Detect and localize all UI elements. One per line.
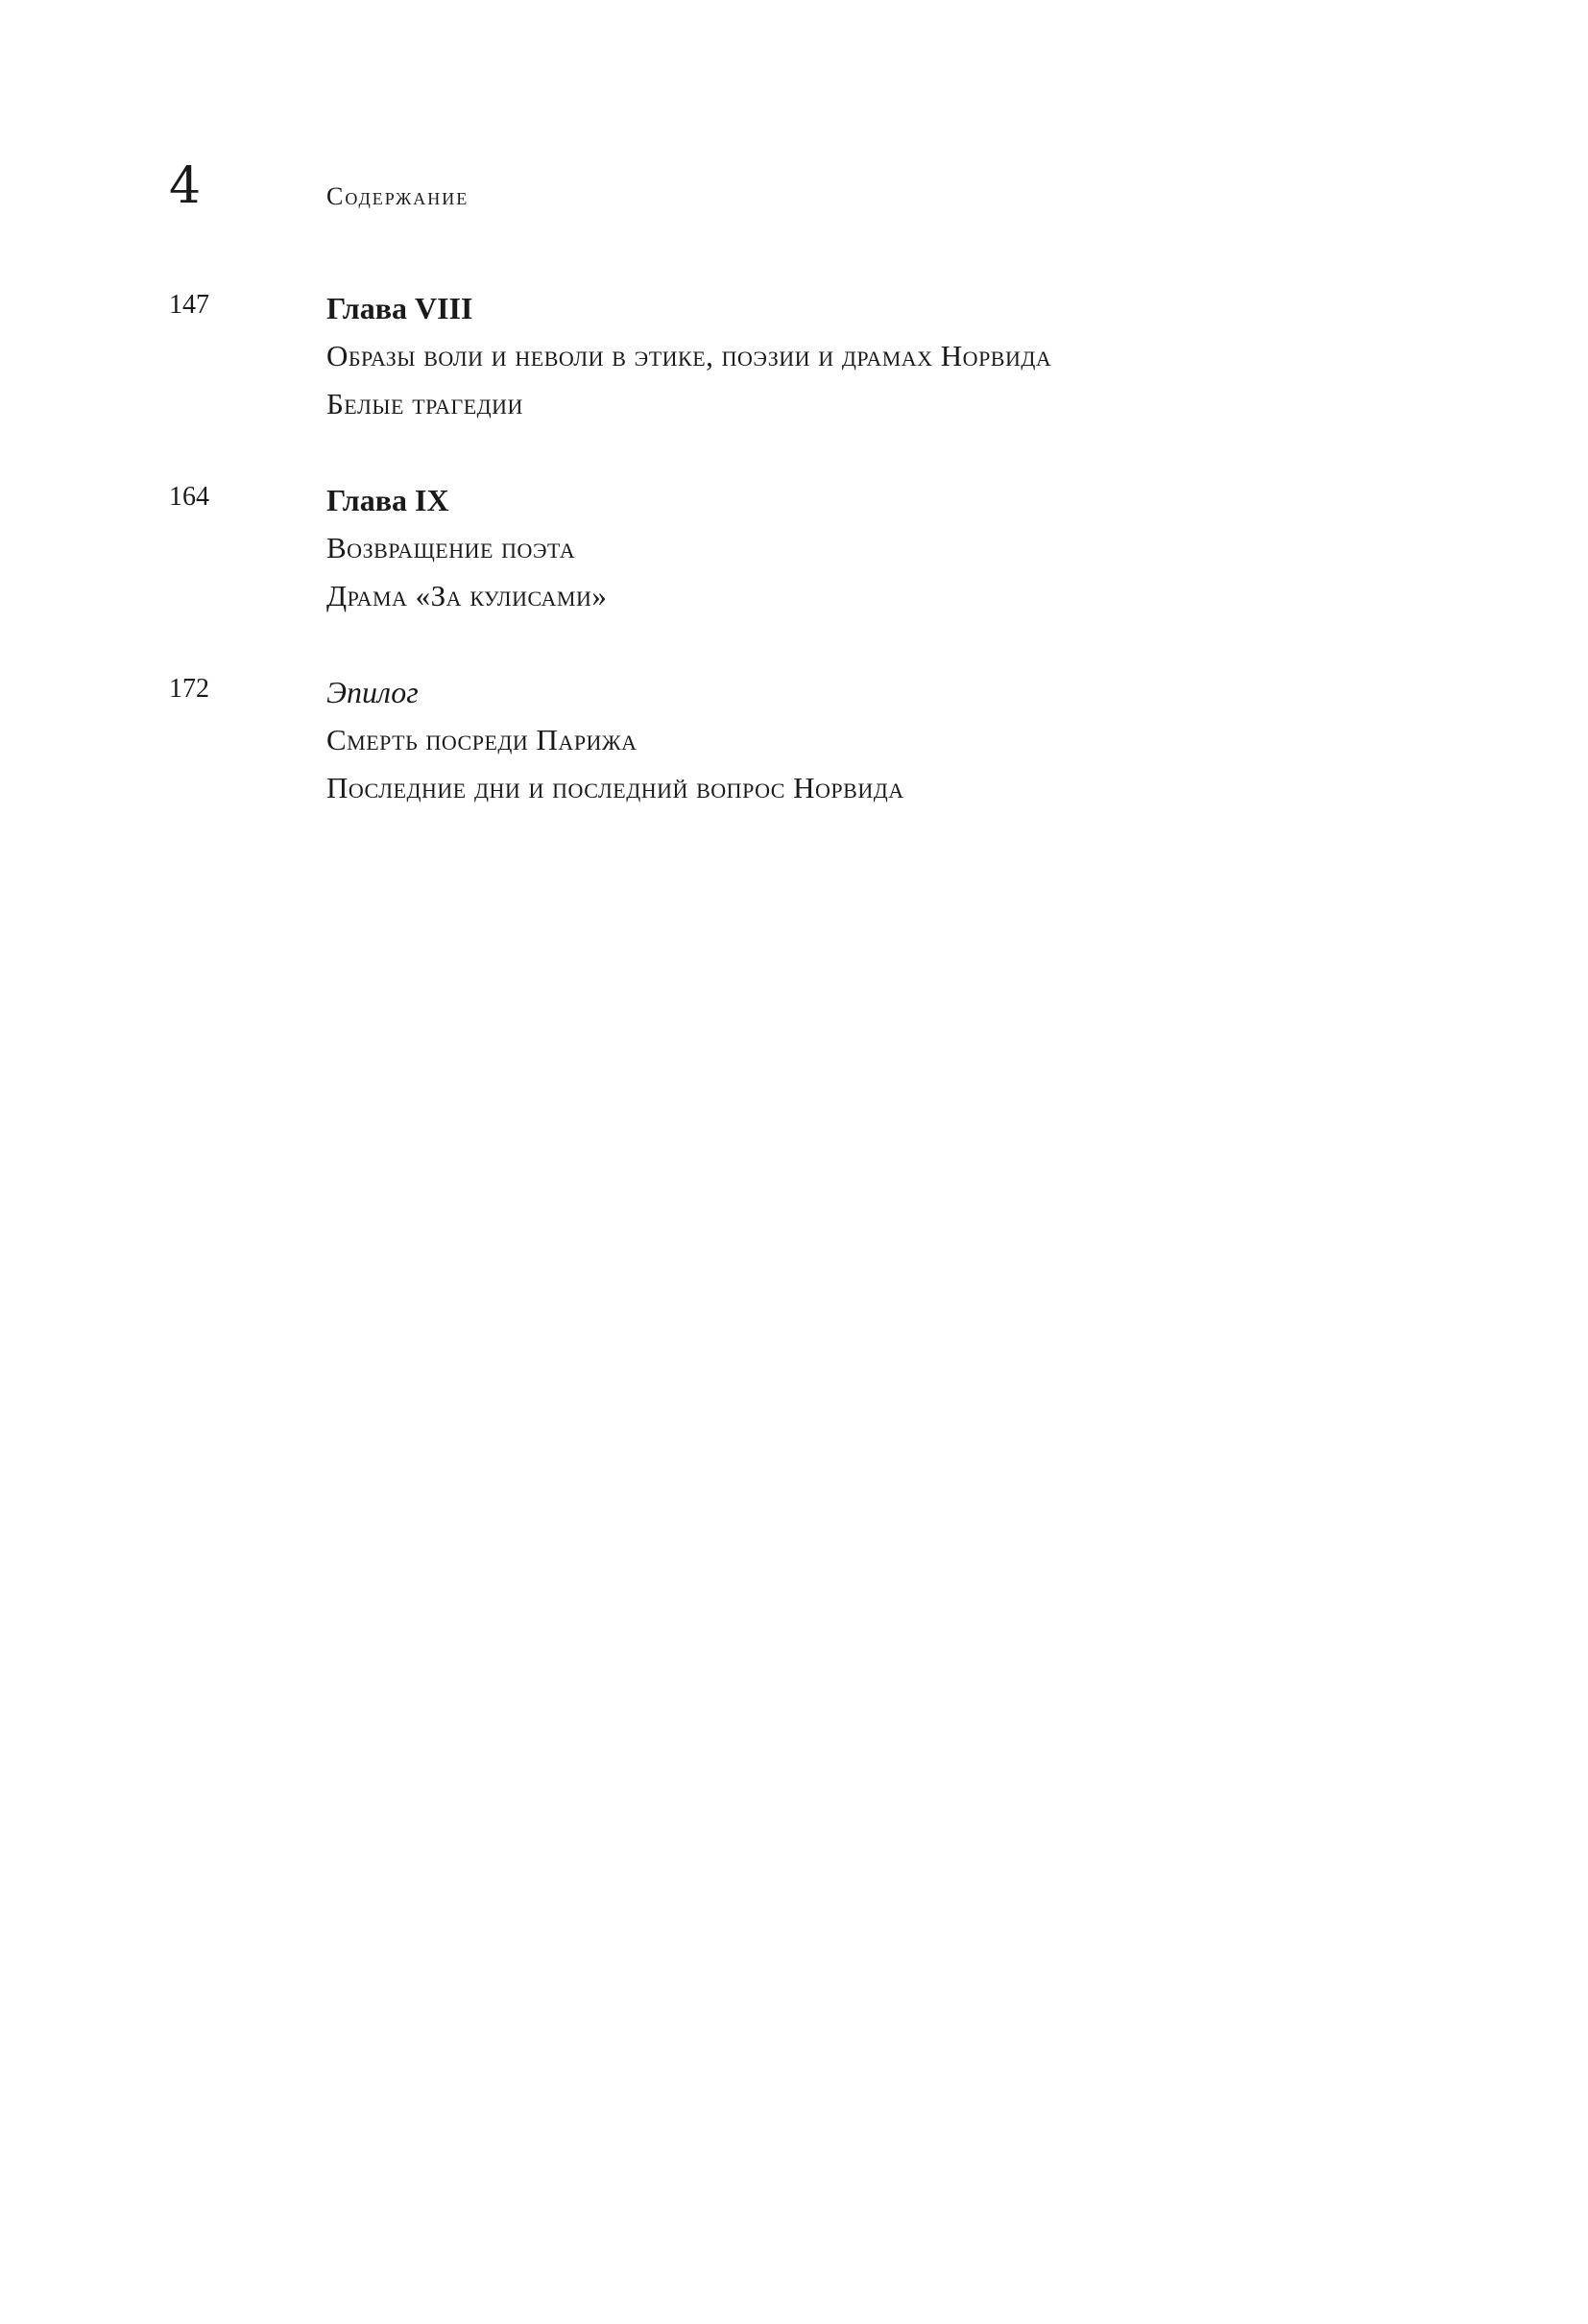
- toc-chapter-title: Глава IX: [326, 483, 449, 517]
- toc-section-line: Смерть посреди Парижа: [326, 723, 638, 756]
- toc-section-line: Белые трагедии: [326, 387, 523, 420]
- toc-page-ref: 147: [169, 290, 209, 320]
- toc-chapter-title: Эпилог: [326, 675, 419, 709]
- toc-entry-epilogue: [0, 668, 1588, 812]
- toc-chapter-title: Глава VIII: [326, 291, 473, 325]
- toc-section-line: Последние дни и последний вопрос Норвида: [326, 771, 904, 804]
- toc-section-line: Образы воли и неволи в этике, поэзии и драмах Норвида: [326, 339, 1052, 372]
- toc-entry-chapter-8: [0, 284, 1588, 428]
- toc-entry-chapter-9: [0, 476, 1588, 620]
- toc-section-line: Возвращение поэта: [326, 531, 576, 564]
- table-of-contents: [0, 284, 1588, 860]
- page-number: 4: [169, 157, 202, 215]
- toc-page-ref: 164: [169, 482, 209, 512]
- running-head: Содержание: [326, 182, 469, 210]
- toc-section-line: Драма «За кулисами»: [326, 579, 608, 612]
- toc-page-ref: 172: [169, 674, 209, 704]
